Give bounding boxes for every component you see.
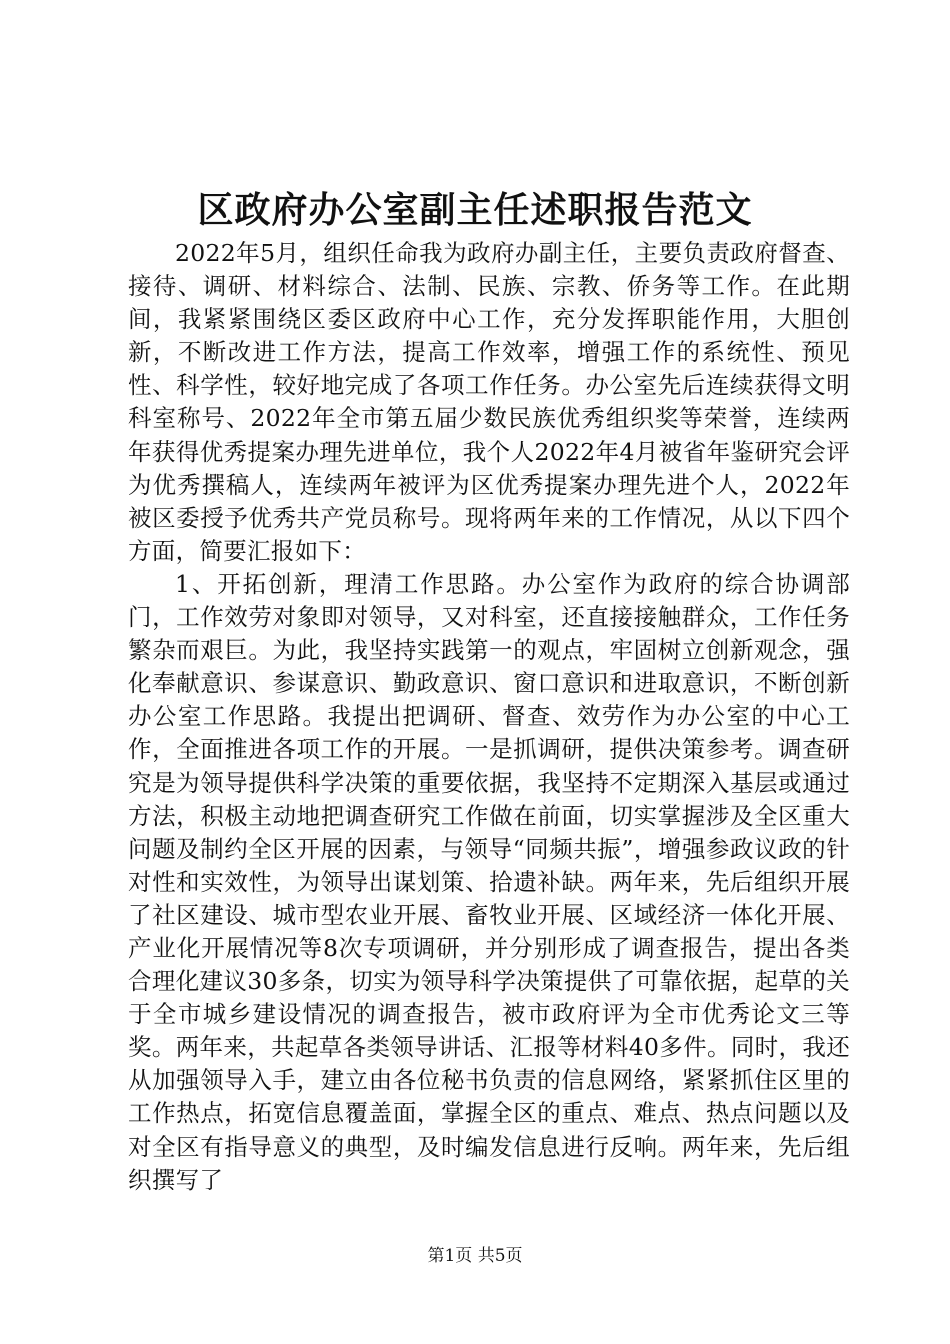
document-body bbox=[128, 237, 898, 1197]
paragraph-intro: 2022年5月，组织任命我为政府办副主任，主要负责政府督查、接待、调研、材料综合、法制、民族、宗教、侨务等工作。在此期间，我紧紧围绕区委区政府中心工作，充分发挥职能作用，大胆创新，不断改进工作方法，提高工作效率，增强工作的系统性、预见性、科学性，较好地完成了各项工作任务。办公室先后连续获得文明科室称号、2022年全市第五届少数民族优秀组织奖等荣誉，连续两年获得优秀提案办理先进单位，我个人2022年4月被省年鉴研究会评为优秀撰稿人，连续两年被评为区优秀提案办理先进个人，2022年被区委授予优秀共产党员称号。现将两年来的工作情况，从以下四个方面，简要汇报如下： bbox=[128, 239, 850, 565]
page-footer: 第1页 共5页 bbox=[427, 1246, 523, 1266]
paragraph-section-1: 1、开拓创新，理清工作思路。办公室作为政府的综合协调部门，工作效劳对象即对领导，又对科室，还直接接触群众，工作任务繁杂而艰巨。为此，我坚持实践第一的观点，牢固树立创新观念，强化奉献意识、参谋意识、勤政意识、窗口意识和进取意识，不断创新办公室工作思路。我提出把调研、督查、效劳作为办公室的中心工作，全面推进各项工作的开展。一是抓调研，提供决策参考。调查研究是为领导提供科学决策的重要依据，我坚持不定期深入基层或通过 方法，积极主动地把调查研究工作做在前面，切实掌握涉及全区重大问题及制约全区开展的因素，与领导“同频共振”，增强参政议政的针对性和实效性，为领导出谋划策、拾遗补缺。两年来，先后组织开展了社区建设、城市型农业开展、畜牧业开展、区域经济一体化开展、产业化开展情况等8次专项调研，并分别形成了调查报告，提出各类合理化建议30多条，切实为领导科学决策提供了可靠依据，起草的关于全市城乡建设情况的调查报告，被市政府评为全市优秀论文三等奖。两年来，共起草各类领导讲话、汇报等材料40多件。同时，我还从加强领导入手，建立由各位秘书负责的信息网络，紧紧抓住区里的工作热点，拓宽信息覆盖面，掌握全区的重点、难点、热点问题以及对全区有指导意义的典型，及时编发信息进行反响。两年来，先后组织撰写了 bbox=[128, 569, 898, 1194]
document-title: 区政府办公室副主任述职报告范文 bbox=[197, 189, 753, 231]
